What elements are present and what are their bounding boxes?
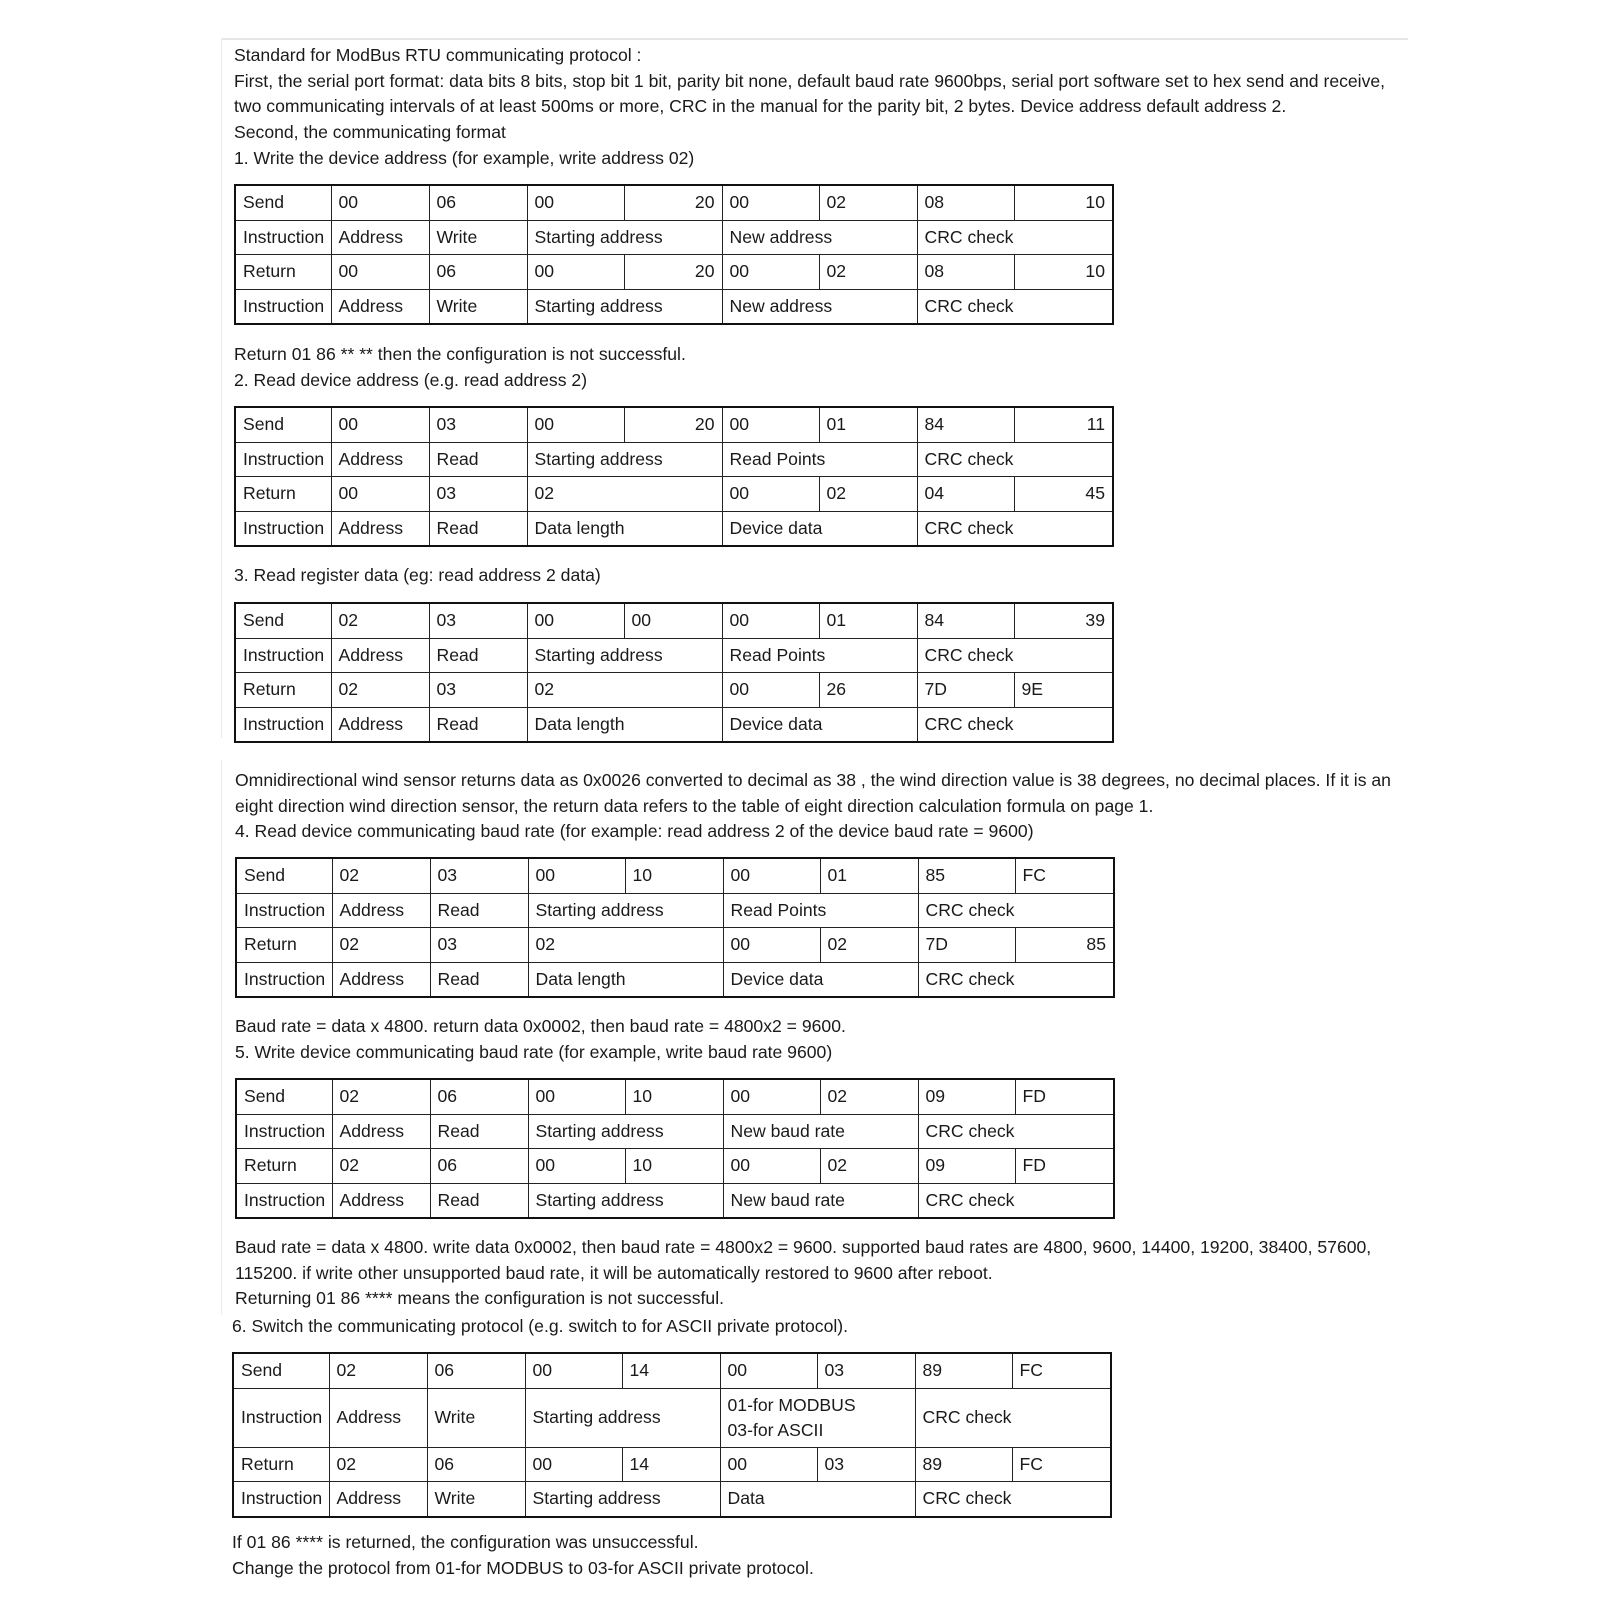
table-cell: Instruction bbox=[235, 707, 331, 742]
table-cell: Data bbox=[720, 1482, 915, 1517]
table-cell: 02 bbox=[819, 185, 917, 220]
table-cell: 00 bbox=[528, 1149, 625, 1184]
table-cell: 02 bbox=[329, 1353, 427, 1388]
table-row bbox=[236, 893, 1114, 928]
table-row bbox=[236, 1149, 1114, 1184]
table-cell: 02 bbox=[820, 928, 918, 963]
table-row bbox=[235, 511, 1113, 546]
section-heading: 3. Read register data (eg: read address 2 data) bbox=[234, 565, 601, 585]
table-cell: 00 bbox=[527, 407, 624, 442]
table-cell: Send bbox=[233, 1353, 329, 1388]
table-cell: 10 bbox=[1014, 185, 1113, 220]
table-cell: CRC check bbox=[915, 1388, 1111, 1447]
note-block bbox=[232, 1530, 814, 1581]
table-cell: 20 bbox=[624, 255, 722, 290]
protocol-table-write-baud bbox=[235, 1078, 1115, 1219]
table-cell: 84 bbox=[917, 603, 1014, 638]
note-text: If 01 86 **** is returned, the configuration was unsuccessful. bbox=[232, 1532, 699, 1552]
table-cell: Starting address bbox=[525, 1388, 720, 1447]
table-cell: 06 bbox=[430, 1079, 528, 1114]
table-cell: 00 bbox=[624, 603, 722, 638]
table-row bbox=[235, 185, 1113, 220]
table-cell: 04 bbox=[917, 477, 1014, 512]
table-cell: Instruction bbox=[233, 1388, 329, 1447]
top-divider bbox=[222, 38, 1408, 40]
intro-line: Second, the communicating format bbox=[234, 122, 506, 143]
table-cell: 02 bbox=[819, 255, 917, 290]
table-cell: 00 bbox=[525, 1353, 622, 1388]
note-text: Baud rate = data x 4800. write data 0x0002, then baud rate = 4800x2 = 9600. supported baud rates are 4800, 9600, 14400, 19200, 38400, 57600, bbox=[235, 1237, 1372, 1257]
table-cell: Write bbox=[427, 1482, 525, 1517]
table-cell: 89 bbox=[915, 1447, 1012, 1482]
table-cell: 85 bbox=[918, 858, 1015, 893]
section-heading: 6. Switch the communicating protocol (e.g. switch to for ASCII private protocol). bbox=[232, 1316, 849, 1336]
table-cell: 00 bbox=[331, 477, 429, 512]
table-cell: Read Points bbox=[723, 893, 918, 928]
table-cell: Instruction bbox=[233, 1482, 329, 1517]
table-cell: 02 bbox=[527, 477, 722, 512]
protocol-table-read-baud bbox=[235, 857, 1115, 998]
table-cell: CRC check bbox=[917, 442, 1113, 477]
table-cell: Read bbox=[430, 962, 528, 997]
table-cell: 03 bbox=[429, 477, 527, 512]
table-row bbox=[233, 1353, 1111, 1388]
table-cell: 00 bbox=[722, 603, 819, 638]
table-cell: 00 bbox=[723, 1079, 820, 1114]
table-cell: Address bbox=[329, 1482, 427, 1517]
protocol-table-read-register bbox=[234, 602, 1114, 743]
intro-block bbox=[234, 43, 1385, 172]
table-cell: 03 bbox=[430, 928, 528, 963]
table-cell: Starting address bbox=[525, 1482, 720, 1517]
intro-line: two communicating intervals of at least 500ms or more, CRC in the manual for the parity bit, 2 bytes. Device address default address 2. bbox=[234, 96, 1287, 117]
table-cell: 02 bbox=[528, 928, 723, 963]
table-row bbox=[235, 220, 1113, 255]
table-cell: 00 bbox=[722, 407, 819, 442]
table-cell: Read Points bbox=[722, 638, 917, 673]
table-cell: 06 bbox=[430, 1149, 528, 1184]
note-block bbox=[234, 563, 601, 589]
table-cell: Send bbox=[236, 858, 332, 893]
table-cell: 06 bbox=[427, 1353, 525, 1388]
table-cell: 00 bbox=[722, 477, 819, 512]
table-cell: 00 bbox=[527, 255, 624, 290]
table-cell: Address bbox=[331, 220, 429, 255]
table-cell: Send bbox=[235, 185, 331, 220]
table-cell: 08 bbox=[917, 255, 1014, 290]
table-cell: 14 bbox=[622, 1447, 720, 1482]
table-cell: 00 bbox=[331, 255, 429, 290]
table-cell: Address bbox=[331, 638, 429, 673]
table-cell: New address bbox=[722, 289, 917, 324]
table-cell: 03 bbox=[429, 673, 527, 708]
table-cell: Instruction bbox=[236, 962, 332, 997]
table-cell: Data length bbox=[527, 511, 722, 546]
table-cell: CRC check bbox=[917, 638, 1113, 673]
table-cell: CRC check bbox=[915, 1482, 1111, 1517]
table-cell: 01 bbox=[819, 603, 917, 638]
table-row bbox=[233, 1447, 1111, 1482]
table-row bbox=[235, 407, 1113, 442]
table-row bbox=[236, 928, 1114, 963]
table-cell: Address bbox=[331, 707, 429, 742]
table-cell: 08 bbox=[917, 185, 1014, 220]
table-cell: 02 bbox=[332, 1149, 430, 1184]
table-cell: FD bbox=[1015, 1149, 1114, 1184]
table-cell: Address bbox=[332, 1183, 430, 1218]
table-cell: 20 bbox=[624, 185, 722, 220]
table-cell: 01 bbox=[820, 858, 918, 893]
table-cell: 9E bbox=[1014, 673, 1113, 708]
table-cell: 03 bbox=[817, 1447, 915, 1482]
table-cell: 00 bbox=[528, 858, 625, 893]
table-cell: 02 bbox=[332, 928, 430, 963]
table-row bbox=[235, 638, 1113, 673]
table-cell: Address bbox=[329, 1388, 427, 1447]
table-cell: Device data bbox=[723, 962, 918, 997]
protocol-option: 01-for MODBUS bbox=[727, 1394, 856, 1415]
table-cell: 00 bbox=[723, 928, 820, 963]
table-cell: CRC check bbox=[918, 1183, 1114, 1218]
table-cell: Starting address bbox=[527, 442, 722, 477]
table-cell: Data length bbox=[527, 707, 722, 742]
table-cell: Send bbox=[235, 603, 331, 638]
table-cell: 06 bbox=[429, 255, 527, 290]
table-cell: New address bbox=[722, 220, 917, 255]
table-cell: 00 bbox=[723, 858, 820, 893]
table-cell: Data length bbox=[528, 962, 723, 997]
table-cell: 09 bbox=[918, 1149, 1015, 1184]
table-cell: Instruction bbox=[236, 1114, 332, 1149]
table-cell: 02 bbox=[820, 1149, 918, 1184]
table-cell: Starting address bbox=[528, 1114, 723, 1149]
table-cell: 00 bbox=[720, 1447, 817, 1482]
table-cell: Address bbox=[332, 962, 430, 997]
table-cell: Starting address bbox=[527, 638, 722, 673]
section-heading: 1. Write the device address (for example, write address 02) bbox=[234, 147, 695, 168]
table-cell: FC bbox=[1012, 1353, 1111, 1388]
table-cell: 20 bbox=[624, 407, 722, 442]
table-cell: Starting address bbox=[528, 893, 723, 928]
table-cell: Write bbox=[429, 220, 527, 255]
protocol-table-write-address bbox=[234, 184, 1114, 325]
table-cell: CRC check bbox=[917, 220, 1113, 255]
table-cell: 00 bbox=[331, 407, 429, 442]
table-cell: Device data bbox=[722, 707, 917, 742]
table-cell: Instruction bbox=[236, 893, 332, 928]
table-cell: 10 bbox=[1014, 255, 1113, 290]
left-divider bbox=[221, 38, 222, 738]
table-cell: CRC check bbox=[917, 289, 1113, 324]
section-heading: 2. Read device address (e.g. read address 2) bbox=[234, 369, 588, 390]
table-row bbox=[235, 673, 1113, 708]
table-cell: Read bbox=[430, 893, 528, 928]
table-cell: Address bbox=[331, 442, 429, 477]
table-cell: Read bbox=[429, 707, 527, 742]
table-cell: 7D bbox=[918, 928, 1015, 963]
note-text: Omnidirectional wind sensor returns data as 0x0026 converted to decimal as 38 , the wind direction value is 38 degrees, no decimal places. If it is an bbox=[235, 770, 1391, 790]
table-row bbox=[235, 707, 1113, 742]
table-cell: 02 bbox=[332, 858, 430, 893]
table-cell: Send bbox=[236, 1079, 332, 1114]
table-row bbox=[235, 603, 1113, 638]
table-cell: 00 bbox=[525, 1447, 622, 1482]
table-cell: CRC check bbox=[917, 707, 1113, 742]
table-cell: Instruction bbox=[235, 638, 331, 673]
table-cell: Read bbox=[429, 638, 527, 673]
doc-title: Standard for ModBus RTU communicating protocol : bbox=[234, 45, 642, 65]
table-cell: Address bbox=[331, 289, 429, 324]
table-row bbox=[235, 289, 1113, 324]
protocol-table-read-address bbox=[234, 406, 1114, 547]
table-cell: CRC check bbox=[918, 893, 1114, 928]
table-row bbox=[236, 1079, 1114, 1114]
table-row bbox=[235, 442, 1113, 477]
protocol-table-switch-protocol bbox=[232, 1352, 1112, 1518]
table-cell: Read Points bbox=[722, 442, 917, 477]
note-text: Returning 01 86 **** means the configuration is not successful. bbox=[235, 1288, 724, 1309]
table-cell: New baud rate bbox=[723, 1183, 918, 1218]
table-cell: 02 bbox=[820, 1079, 918, 1114]
note-block bbox=[232, 1314, 848, 1340]
table-cell: 06 bbox=[427, 1447, 525, 1482]
table-cell: FD bbox=[1015, 1079, 1114, 1114]
table-cell: 00 bbox=[722, 185, 819, 220]
table-row bbox=[236, 858, 1114, 893]
table-cell: 03 bbox=[429, 603, 527, 638]
table-cell: 26 bbox=[819, 673, 917, 708]
table-cell: 14 bbox=[622, 1353, 720, 1388]
table-cell: 00 bbox=[528, 1079, 625, 1114]
table-cell: Starting address bbox=[528, 1183, 723, 1218]
table-cell: Starting address bbox=[527, 289, 722, 324]
table-row bbox=[236, 1114, 1114, 1149]
table-cell: Device data bbox=[722, 511, 917, 546]
table-cell: 45 bbox=[1014, 477, 1113, 512]
table-cell: Read bbox=[429, 511, 527, 546]
table-cell: Address bbox=[332, 893, 430, 928]
table-cell: 10 bbox=[625, 1079, 723, 1114]
section-heading: 4. Read device communicating baud rate (for example: read address 2 of the device baud rate = 9600) bbox=[235, 821, 1034, 842]
table-cell: 00 bbox=[722, 255, 819, 290]
note-block bbox=[235, 1014, 846, 1065]
table-cell: 00 bbox=[527, 185, 624, 220]
table-row bbox=[233, 1482, 1111, 1517]
table-cell: 02 bbox=[332, 1079, 430, 1114]
table-cell: Return bbox=[236, 1149, 332, 1184]
table-cell: 85 bbox=[1015, 928, 1114, 963]
table-cell: Return bbox=[235, 255, 331, 290]
table-cell: Return bbox=[235, 673, 331, 708]
table-cell: 03 bbox=[429, 407, 527, 442]
table-cell: 01 bbox=[819, 407, 917, 442]
table-cell: 11 bbox=[1014, 407, 1113, 442]
table-cell: 03 bbox=[817, 1353, 915, 1388]
table-cell: Read bbox=[430, 1114, 528, 1149]
table-cell: Return bbox=[233, 1447, 329, 1482]
protocol-option: 03-for ASCII bbox=[727, 1419, 824, 1440]
table-cell: Write bbox=[429, 289, 527, 324]
note-text: eight direction wind direction sensor, the return data refers to the table of eight direction calculation formula on page 1. bbox=[235, 795, 1154, 816]
table-cell: Write bbox=[427, 1388, 525, 1447]
section-heading: 5. Write device communicating baud rate (for example, write baud rate 9600) bbox=[235, 1041, 833, 1062]
table-cell: CRC check bbox=[918, 962, 1114, 997]
table-cell: Send bbox=[235, 407, 331, 442]
table-cell: 03 bbox=[430, 858, 528, 893]
table-cell: 02 bbox=[331, 673, 429, 708]
table-cell: CRC check bbox=[917, 511, 1113, 546]
table-cell: CRC check bbox=[918, 1114, 1114, 1149]
table-cell: 02 bbox=[527, 673, 722, 708]
table-cell: 84 bbox=[917, 407, 1014, 442]
table-cell: 02 bbox=[329, 1447, 427, 1482]
table-cell: 00 bbox=[331, 185, 429, 220]
table-cell: Return bbox=[235, 477, 331, 512]
table-cell: FC bbox=[1012, 1447, 1111, 1482]
table-cell: Instruction bbox=[235, 511, 331, 546]
note-block bbox=[234, 342, 686, 393]
table-cell: 09 bbox=[918, 1079, 1015, 1114]
table-cell: Return bbox=[236, 928, 332, 963]
note-text: Return 01 86 ** ** then the configuration is not successful. bbox=[234, 344, 686, 364]
table-row bbox=[235, 477, 1113, 512]
table-row bbox=[236, 1183, 1114, 1218]
left-divider-lower bbox=[221, 760, 222, 1315]
table-cell: 00 bbox=[527, 603, 624, 638]
table-cell: 00 bbox=[723, 1149, 820, 1184]
table-cell: 00 bbox=[720, 1353, 817, 1388]
table-cell: 39 bbox=[1014, 603, 1113, 638]
table-row bbox=[235, 255, 1113, 290]
table-cell: Instruction bbox=[236, 1183, 332, 1218]
table-cell: Instruction bbox=[235, 442, 331, 477]
table-cell: 02 bbox=[331, 603, 429, 638]
table-cell: Instruction bbox=[235, 220, 331, 255]
table-cell: 00 bbox=[722, 673, 819, 708]
table-cell: Address bbox=[331, 511, 429, 546]
table-cell: 89 bbox=[915, 1353, 1012, 1388]
table-cell bbox=[720, 1388, 915, 1447]
intro-line: First, the serial port format: data bits 8 bits, stop bit 1 bit, parity bit none, default baud rate 9600bps, serial port software set to hex send and receive, bbox=[234, 70, 1386, 91]
table-cell: 10 bbox=[625, 858, 723, 893]
note-block bbox=[235, 1235, 1371, 1312]
table-cell: Instruction bbox=[235, 289, 331, 324]
note-text: Change the protocol from 01-for MODBUS to 03-for ASCII private protocol. bbox=[232, 1557, 814, 1578]
table-row bbox=[236, 962, 1114, 997]
note-text: 115200. if write other unsupported baud rate, it will be automatically restored to 9600 after reboot. bbox=[235, 1262, 993, 1283]
table-cell: Read bbox=[429, 442, 527, 477]
table-cell: 10 bbox=[625, 1149, 723, 1184]
table-cell: FC bbox=[1015, 858, 1114, 893]
table-cell: 02 bbox=[819, 477, 917, 512]
note-text: Baud rate = data x 4800. return data 0x0002, then baud rate = 4800x2 = 9600. bbox=[235, 1016, 846, 1036]
table-cell: Read bbox=[430, 1183, 528, 1218]
table-cell: 7D bbox=[917, 673, 1014, 708]
table-cell: 06 bbox=[429, 185, 527, 220]
table-cell: Address bbox=[332, 1114, 430, 1149]
table-cell: Starting address bbox=[527, 220, 722, 255]
note-block bbox=[235, 768, 1391, 845]
table-cell: New baud rate bbox=[723, 1114, 918, 1149]
table-row bbox=[233, 1388, 1111, 1447]
